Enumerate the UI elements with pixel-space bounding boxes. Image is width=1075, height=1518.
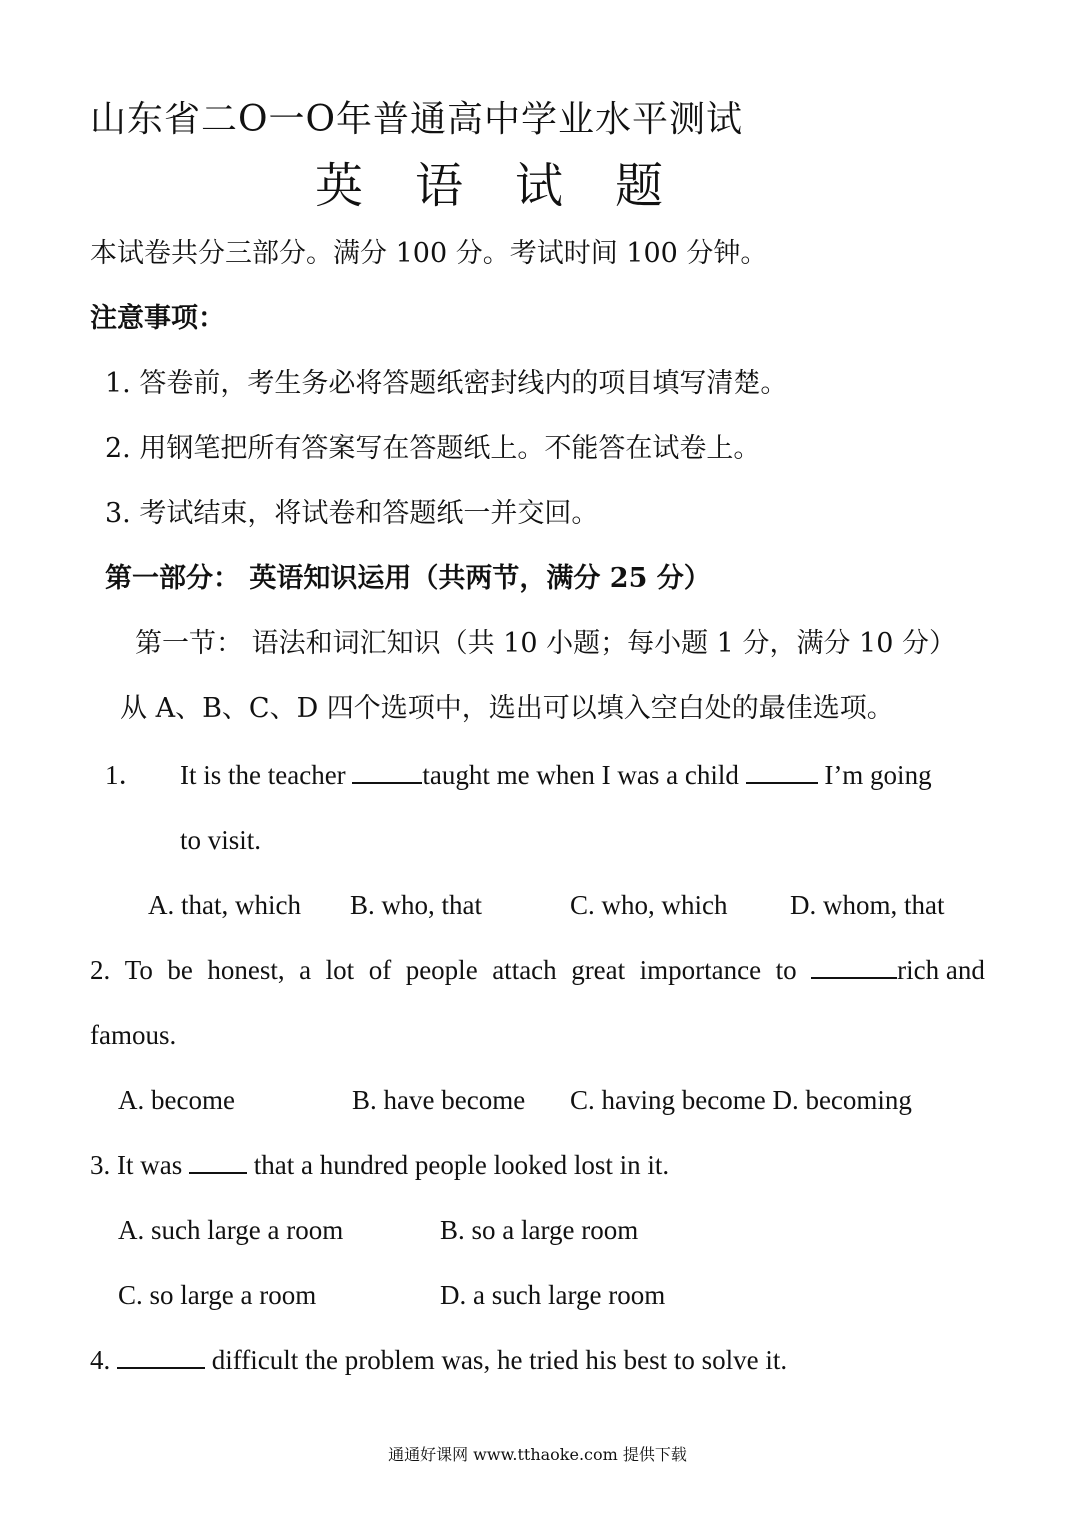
question-text: taught me when I was a child (422, 760, 746, 790)
question-3-text (90, 1152, 669, 1179)
option-b: B. so a large room (440, 1215, 639, 1245)
option-c-d: C. having become D. becoming (570, 1085, 912, 1115)
question-word: 2. (90, 955, 111, 985)
option-a: A. become (118, 1085, 235, 1115)
section-instruction: 从 A、B、C、D 四个选项中，选出可以填入空白处的最佳选项。 (120, 693, 894, 724)
exam-subtitle: 英语试题 (315, 158, 716, 214)
option-a: A. such large a room (118, 1215, 344, 1245)
answer-blank (811, 957, 897, 979)
notice-item: 1. 答卷前，考生务必将答题纸密封线内的项目填写清楚。 (105, 368, 788, 399)
question-1-text (180, 762, 932, 789)
notice-item: 3. 考试结束，将试卷和答题纸一并交回。 (105, 498, 599, 529)
answer-blank (189, 1152, 247, 1174)
question-word: be (167, 955, 193, 985)
section-heading: 第一节： 语法和词汇知识（共 10 小题；每小题 1 分，满分 10 分） (135, 628, 956, 659)
option-c: C. so large a room (118, 1280, 317, 1310)
question-word: attach (492, 955, 557, 985)
answer-blank (352, 762, 422, 784)
question-text: 4. (90, 1345, 117, 1375)
notice-heading: 注意事项： (90, 303, 225, 334)
option-b: B. who, that (350, 890, 482, 920)
option-c: C. who, which (570, 890, 728, 920)
question-word: importance (639, 955, 762, 985)
notice-item: 2. 用钢笔把所有答案写在答题纸上。不能答在试卷上。 (105, 433, 761, 464)
question-word: honest, (207, 955, 285, 985)
question-text: I’m going (817, 760, 932, 790)
option-b: B. have become (352, 1085, 526, 1115)
option-d: D. a such large room (440, 1280, 666, 1310)
question-text: It is the teacher (180, 760, 353, 790)
question-2-text (90, 957, 985, 984)
question-word: To (124, 955, 153, 985)
answer-blank (746, 762, 818, 784)
question-4-text (90, 1347, 787, 1374)
exam-intro: 本试卷共分三部分。满分 100 分。考试时间 100 分钟。 (90, 238, 768, 269)
answer-blank (117, 1347, 205, 1369)
question-text: 3. It was (90, 1150, 189, 1180)
question-text: to visit. (180, 825, 262, 855)
question-number: 1． (105, 760, 146, 790)
question-text: famous. (90, 1020, 177, 1050)
page-footer: 通通好课网 www.tthaoke.com 提供下载 (388, 1445, 687, 1464)
option-d: D. whom, that (790, 890, 945, 920)
question-text: that a hundred people looked lost in it. (246, 1150, 670, 1180)
question-word: lot (325, 955, 355, 985)
question-word: great (571, 955, 626, 985)
question-word: rich and (897, 955, 985, 985)
question-text: difficult the problem was, he tried his best to solve it. (205, 1345, 788, 1375)
option-a: A. that, which (148, 890, 301, 920)
question-word: a (299, 955, 312, 985)
exam-title: 山东省二O一O年普通高中学业水平测试 (90, 99, 744, 140)
part-heading: 第一部分： 英语知识运用（共两节，满分 25 分） (105, 563, 711, 594)
question-word: to (775, 955, 797, 985)
question-word: people (405, 955, 478, 985)
question-word: of (368, 955, 392, 985)
